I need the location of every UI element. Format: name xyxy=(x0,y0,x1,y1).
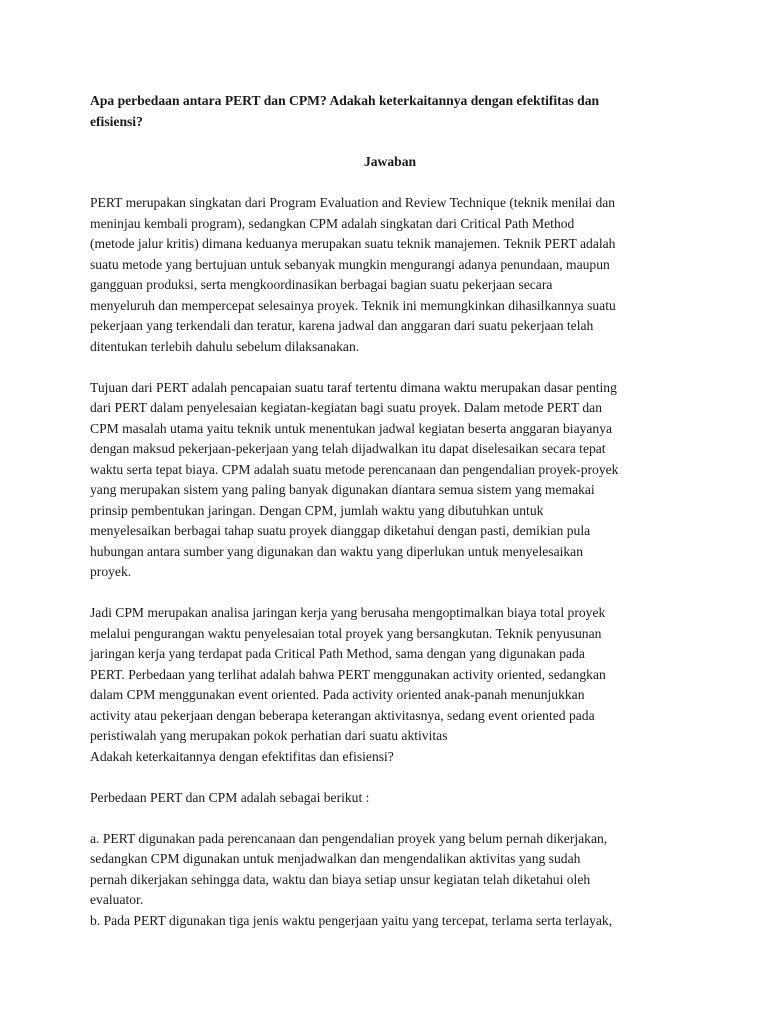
paragraph-question: Adakah keterkaitannya dengan efektifitas dan efisiensi? xyxy=(90,748,394,764)
list-item-a: a. PERT digunakan pada perencanaan dan pengendalian proyek yang belum pernah dikerjakan, sedangkan CPM digunakan untuk menjadwalkan dan mengendalikan aktivitas yang sudah pernah dikerjakan sehingga data, waktu dan biaya setiap unsur kegiatan telah diketahui oleh evaluator. xyxy=(90,830,608,907)
answer-heading: Jawaban xyxy=(363,154,417,169)
document-page xyxy=(90,91,690,931)
document-title: Apa perbedaan antara PERT dan CPM? Adakah keterkaitannya dengan efektifitas dan efisiensi? xyxy=(90,93,600,129)
paragraph-pert-goal: Tujuan dari PERT adalah pencapaian suatu taraf tertentu dimana waktu merupakan dasar penting dari PERT dalam penyelesaian kegiatan-kegiatan bagi suatu proyek. Dalam metode PERT dan CPM masalah utama yaitu teknik untuk menentukan jadwal kegiatan beserta anggaran biayanya dengan maksud pekerjaan-pekerjaan yang telah dijadwalkan itu dapat diselesaikan secara tepat waktu serta tepat biaya. CPM adalah suatu metode perencanaan dan pengendalian proyek-proyek yang merupakan sistem yang paling banyak digunakan diantara semua sistem yang memakai prinsip pembentukan jaringan. Dengan CPM, jumlah waktu yang dibutuhkan untuk menyelesaikan berbagai tahap suatu proyek dianggap diketahui dengan pasti, demikian pula hubungan antara sumber yang digunakan dan waktu yang diperlukan untuk menyelesaikan proyek. xyxy=(90,379,619,579)
paragraph-differences-intro: Perbedaan PERT dan CPM adalah sebagai berikut : xyxy=(90,789,370,805)
paragraph-cpm-analysis: Jadi CPM merupakan analisa jaringan kerja yang berusaha mengoptimalkan biaya total proyek melalui pengurangan waktu penyelesaian total proyek yang bersangkutan. Teknik penyusunan jaringan kerja yang terdapat pada Critical Path Method, sama dengan yang digunakan pada PERT. Perbedaan yang terlihat adalah bahwa PERT menggunakan activity oriented, sedangkan dalam CPM menggunakan event oriented. Pada activity oriented anak-panah menunjukkan activity atau pekerjaan dengan beberapa keterangan aktivitasnya, sedang event oriented pada peristiwalah yang merupakan pokok perhatian dari suatu aktivitas xyxy=(90,605,606,743)
list-item-b: b. Pada PERT digunakan tiga jenis waktu pengerjaan yaitu yang tercepat, terlama serta terlayak, xyxy=(90,912,613,928)
paragraph-pert-definition: PERT merupakan singkatan dari Program Evaluation and Review Technique (teknik menilai dan meninjau kembali program), sedangkan CPM adalah singkatan dari Critical Path Method (metode jalur kritis) dimana keduanya merupakan suatu teknik manajemen. Teknik PERT adalah suatu metode yang bertujuan untuk sebanyak mungkin mengurangi adanya penundaan, maupun gangguan produksi, serta mengkoordinasikan berbagai bagian suatu pekerjaan secara menyeluruh dan mempercepat selesainya proyek. Teknik ini memungkinkan dihasilkannya suatu pekerjaan yang terkendali dan teratur, karena jadwal dan anggaran dari suatu pekerjaan telah ditentukan terlebih dahulu sebelum dilaksanakan. xyxy=(90,195,616,354)
